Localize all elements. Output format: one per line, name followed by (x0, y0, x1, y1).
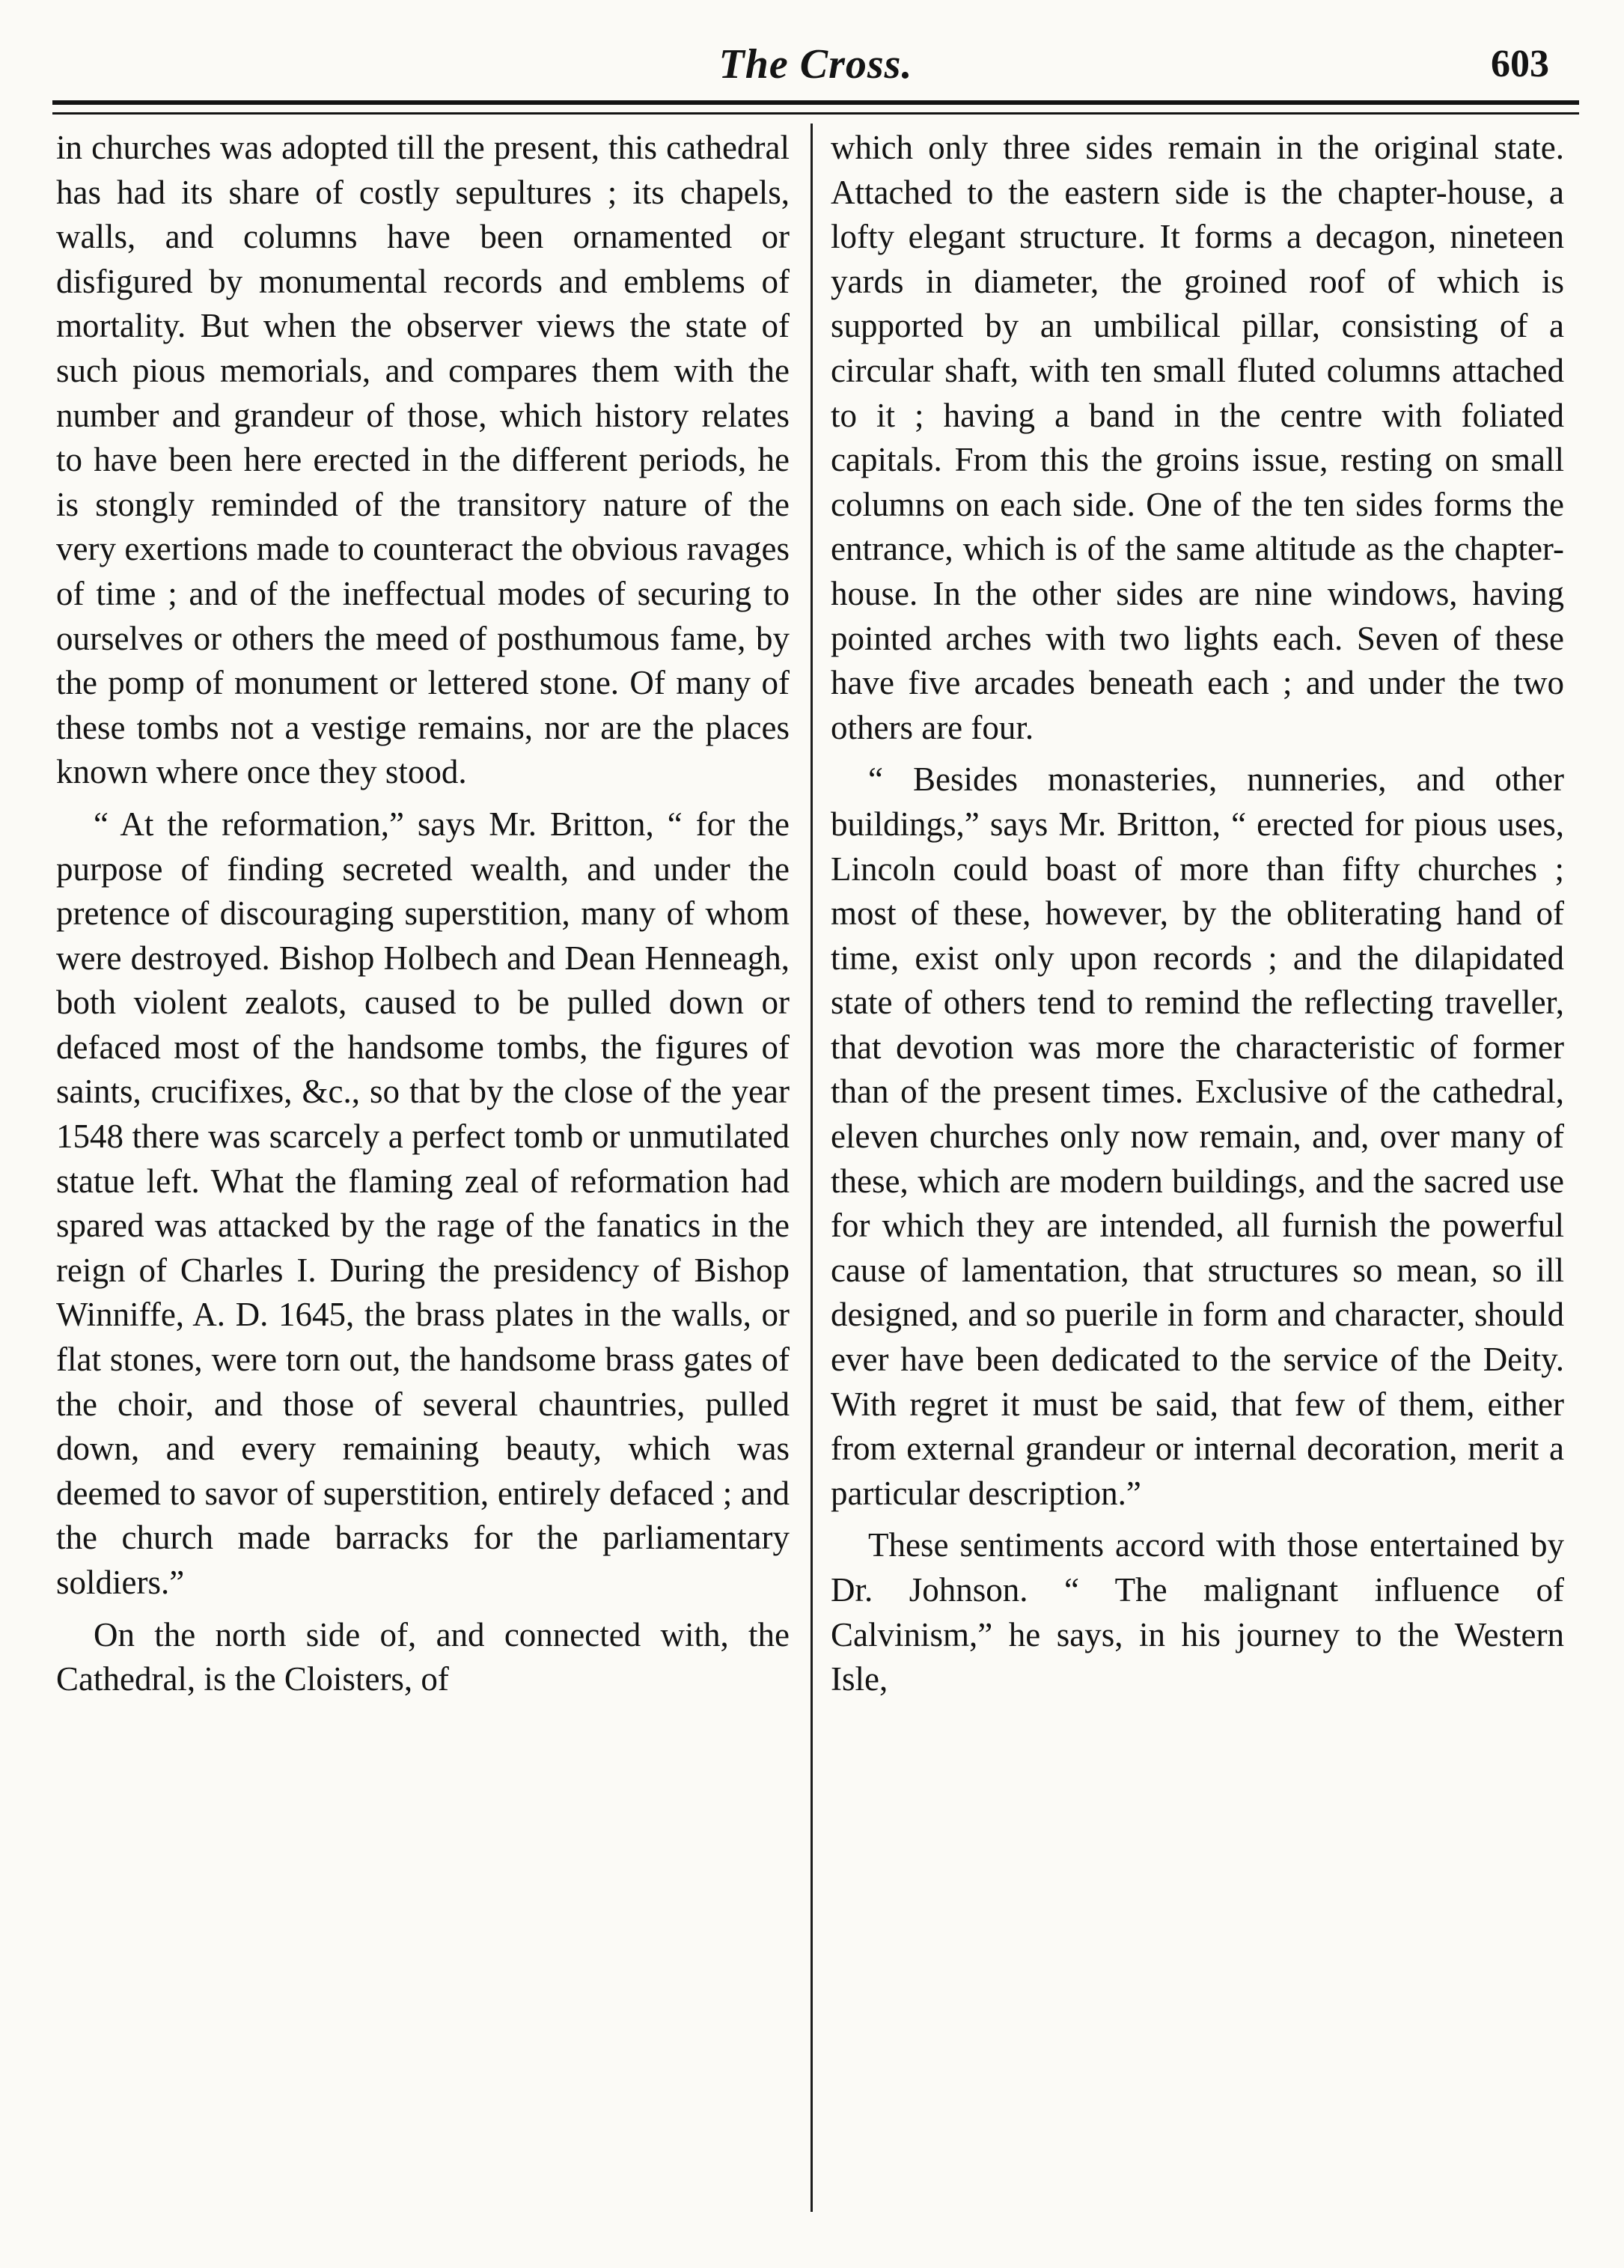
page-number: 603 (1491, 43, 1549, 85)
paragraph: These sentiments accord with those entertained by Dr. Johnson. “ The malignant influence of Calvinism,” he says, in his journey to the Western Isle, (831, 1526, 1564, 1698)
paragraph: in churches was adopted till the present, this cathedral has had its share of costly sepultures ; its chapels, walls, and columns have been ornamented or disfigured by monumental records and emblems of mortality. But when the observer views the state of such pious memorials, and compares them with the number and grandeur of those, which history relates to have been here erected in the different periods, he is stongly reminded of the transitory nature of the very exertions made to counteract the obvious ravages of time ; and of the ineffectual modes of securing to ourselves or others the meed of posthumous fame, by the pomp of monument or lettered stone. Of many of these tombs not a vestige remains, nor are the places known where once they stood. (56, 129, 790, 791)
running-title: The Cross. (718, 41, 913, 88)
column-rule (811, 124, 813, 2212)
paragraph: “ At the reformation,” says Mr. Britton, “ for the purpose of finding secreted wealth, and under the pretence of discouraging superstition, many of whom were destroyed. Bishop Holbech and Dean Henneagh, both violent zealots, caused to be pulled down or defaced most of the handsome tombs, the figures of saints, crucifixes, &c., so that by the close of the year 1548 there was scarcely a perfect tomb or unmutilated statue left. What the flaming zeal of reformation had spared was attacked by the rage of the fanatics in the reign of Charles I. During the presidency of Bishop Winniffe, A. D. 1645, the brass plates in the walls, or flat stones, were torn out, the handsome brass gates of the choir, and those of several chauntries, pulled down, and every remaining beauty, which was deemed to savor of superstition, entirely defaced ; and the church made barracks for the parliamentary soldiers.” (56, 805, 790, 1601)
paragraph: “ Besides monasteries, nunneries, and other buildings,” says Mr. Britton, “ erected for pious uses, Lincoln could boast of more than fifty churches ; most of these, however, by the obliterating hand of time, exist only upon records ; and the dilapidated state of others tend to remind the reflecting traveller, that devotion was more the characteristic of former than of the present times. Exclusive of the cathedral, eleven churches only now remain, and, over many of these, which are modern buildings, and the sacred use for which they are intended, all furnish the powerful cause of lamentation, that structures so mean, so ill designed, and so puerile in form and character, should ever have been dedicated to the service of the Deity. With regret it must be said, that few of them, either from external grandeur or internal decoration, merit a particular description.” (831, 760, 1564, 1512)
header-rule (52, 100, 1579, 115)
right-column (831, 126, 1564, 1702)
paragraph: which only three sides remain in the original state. Attached to the eastern side is the chapter-house, a lofty elegant structure. It forms a decagon, nineteen yards in diameter, the groined roof of which is supported by an umbilical pillar, consisting of a circular shaft, with ten small fluted columns attached to it ; having a band in the centre with foliated capitals. From this the groins issue, resting on small columns on each side. One of the ten sides forms the entrance, which is of the same altitude as the chapter-house. In the other sides are nine windows, having pointed arches with two lights each. Seven of these have five arcades beneath each ; and under the two others are four. (831, 129, 1564, 746)
left-column (56, 126, 790, 1702)
page-header (52, 33, 1579, 93)
paragraph: On the north side of, and connected with, the Cathedral, is the Cloisters, of (56, 1615, 790, 1698)
